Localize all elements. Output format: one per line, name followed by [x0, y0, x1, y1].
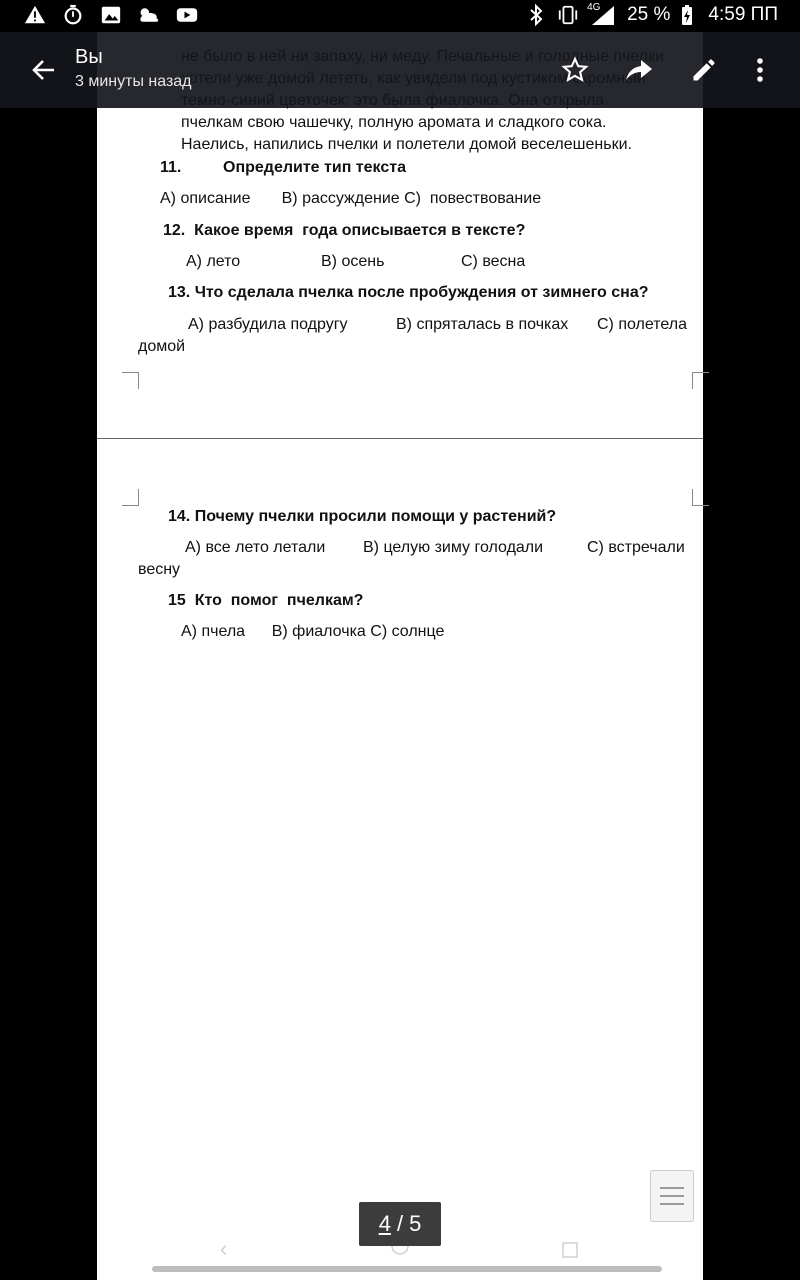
page-break [97, 438, 703, 439]
question-13-continuation: домой [138, 338, 186, 355]
question-14-option-c: С) встречали [587, 539, 685, 556]
total-pages: 5 [409, 1211, 422, 1236]
story-line: Наелись, напились пчелки и полетели домой веселешеньки. [181, 136, 632, 153]
question-14-option-b: В) целую зиму голодали [363, 539, 544, 556]
more-options-icon[interactable] [742, 52, 778, 88]
battery-charging-icon [680, 4, 694, 26]
current-page: 4 [378, 1211, 391, 1236]
question-11: Определите тип текста [223, 159, 406, 176]
clock: 4:59 ПП [708, 4, 778, 25]
image-icon [100, 4, 122, 26]
edit-pencil-icon[interactable] [686, 52, 722, 88]
app-toolbar [0, 32, 800, 108]
signal-icon [589, 4, 617, 26]
warning-icon [24, 4, 46, 26]
weather-icon [138, 4, 160, 26]
share-forward-icon[interactable] [621, 52, 657, 88]
question-14-option-a: А) все лето летали [185, 539, 326, 556]
question-14-continuation: весну [138, 561, 181, 578]
page-indicator [359, 1202, 441, 1246]
page-corner-mark [122, 489, 139, 506]
question-12-option-a: А) лето [186, 253, 241, 270]
page-corner-mark [692, 489, 709, 506]
bluetooth-icon [525, 4, 547, 26]
youtube-icon [176, 4, 198, 26]
question-12-option-c: С) весна [461, 253, 526, 270]
question-13-option-b: В) спряталась в почках [396, 316, 569, 333]
page-corner-mark [692, 372, 709, 389]
chat-subtitle: 3 минуты назад [75, 73, 192, 90]
question-13-option-c: С) полетела [597, 316, 687, 333]
vibrate-icon [557, 4, 579, 26]
document-page [97, 32, 703, 1280]
question-11-options: А) описание В) рассуждение С) повествование [160, 190, 542, 207]
question-13: 13. Что сделала пчелка после пробуждения от зимнего сна? [168, 284, 649, 301]
question-12: 12. Какое время года описывается в тексте? [163, 222, 526, 239]
story-line: пчелкам свою чашечку, полную аромата и сладкого сока. [181, 114, 607, 131]
horizontal-scrollbar[interactable] [152, 1266, 662, 1272]
question-14: 14. Почему пчелки просили помощи у растений? [168, 508, 557, 525]
network-type: 4G [587, 2, 601, 13]
chat-title: Вы [75, 46, 103, 68]
question-15: 15 Кто помог пчелкам? [168, 592, 364, 609]
page-menu-button[interactable] [650, 1170, 694, 1222]
status-bar [0, 0, 800, 32]
back-arrow-icon[interactable] [28, 54, 60, 86]
star-icon[interactable] [557, 52, 593, 88]
page-separator: / [396, 1211, 404, 1236]
question-11-number: 11. [160, 159, 182, 176]
page-corner-mark [122, 372, 139, 389]
nav-back-icon[interactable]: ‹ [220, 1236, 228, 1261]
battery-percent: 25 % [627, 4, 671, 25]
question-12-option-b: В) осень [321, 253, 385, 270]
timer-icon [62, 4, 84, 26]
question-15-options: А) пчела В) фиалочка С) солнце [181, 623, 445, 640]
question-13-option-a: А) разбудила подругу [188, 316, 348, 333]
nav-recents-icon[interactable] [562, 1238, 578, 1264]
